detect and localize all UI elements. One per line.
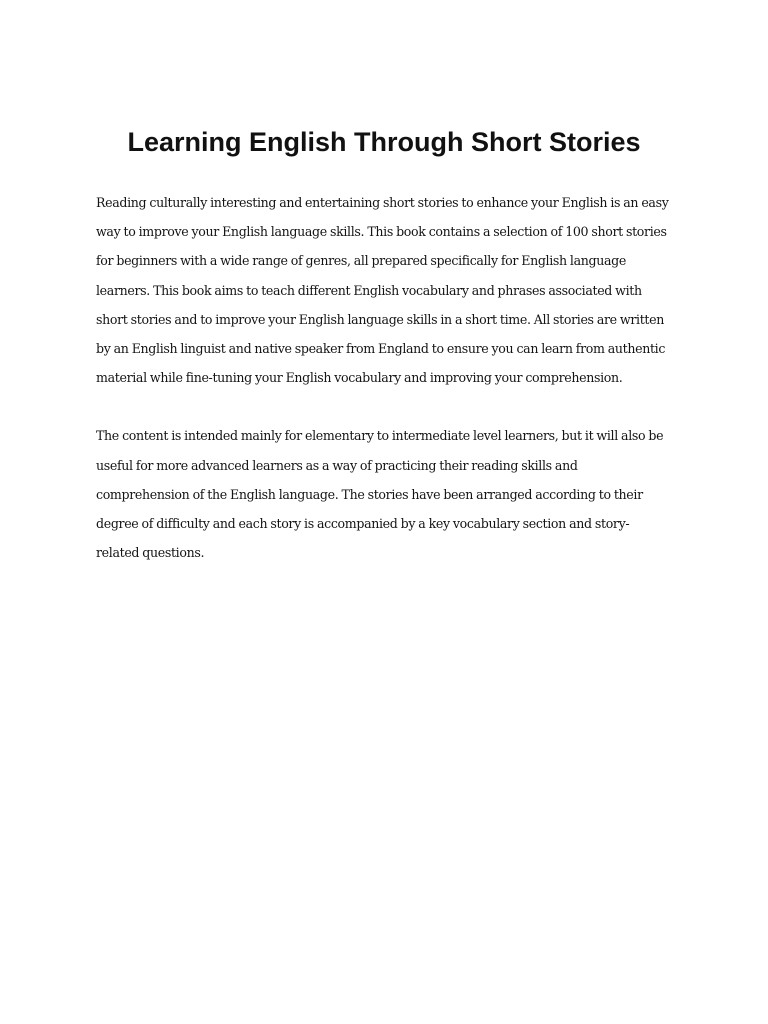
- paragraph-audience: The content is intended mainly for elementary to intermediate level learners, but it will also be useful for more advanced learners as a way of practicing their reading skills and comprehension of the English language. The stories have been arranged according to their degree of difficulty and each story is accompanied by a key vocabulary section and story-related questions.: [96, 428, 664, 561]
- page-title: Learning English Through Short Stories: [127, 127, 641, 157]
- paragraph-intro: Reading culturally interesting and entertaining short stories to enhance your English is an easy way to improve your English language skills. This book contains a selection of 100 short stories for beginners with a wide range of genres, all prepared specifically for English language learners. This book aims to teach different English vocabulary and phrases associated with short stories and to improve your English language skills in a short time. All stories are written by an English linguist and native speaker from England to ensure you can learn from authentic material while fine-tuning your English vocabulary and improving your comprehension.: [96, 195, 669, 386]
- body-text: [96, 188, 672, 567]
